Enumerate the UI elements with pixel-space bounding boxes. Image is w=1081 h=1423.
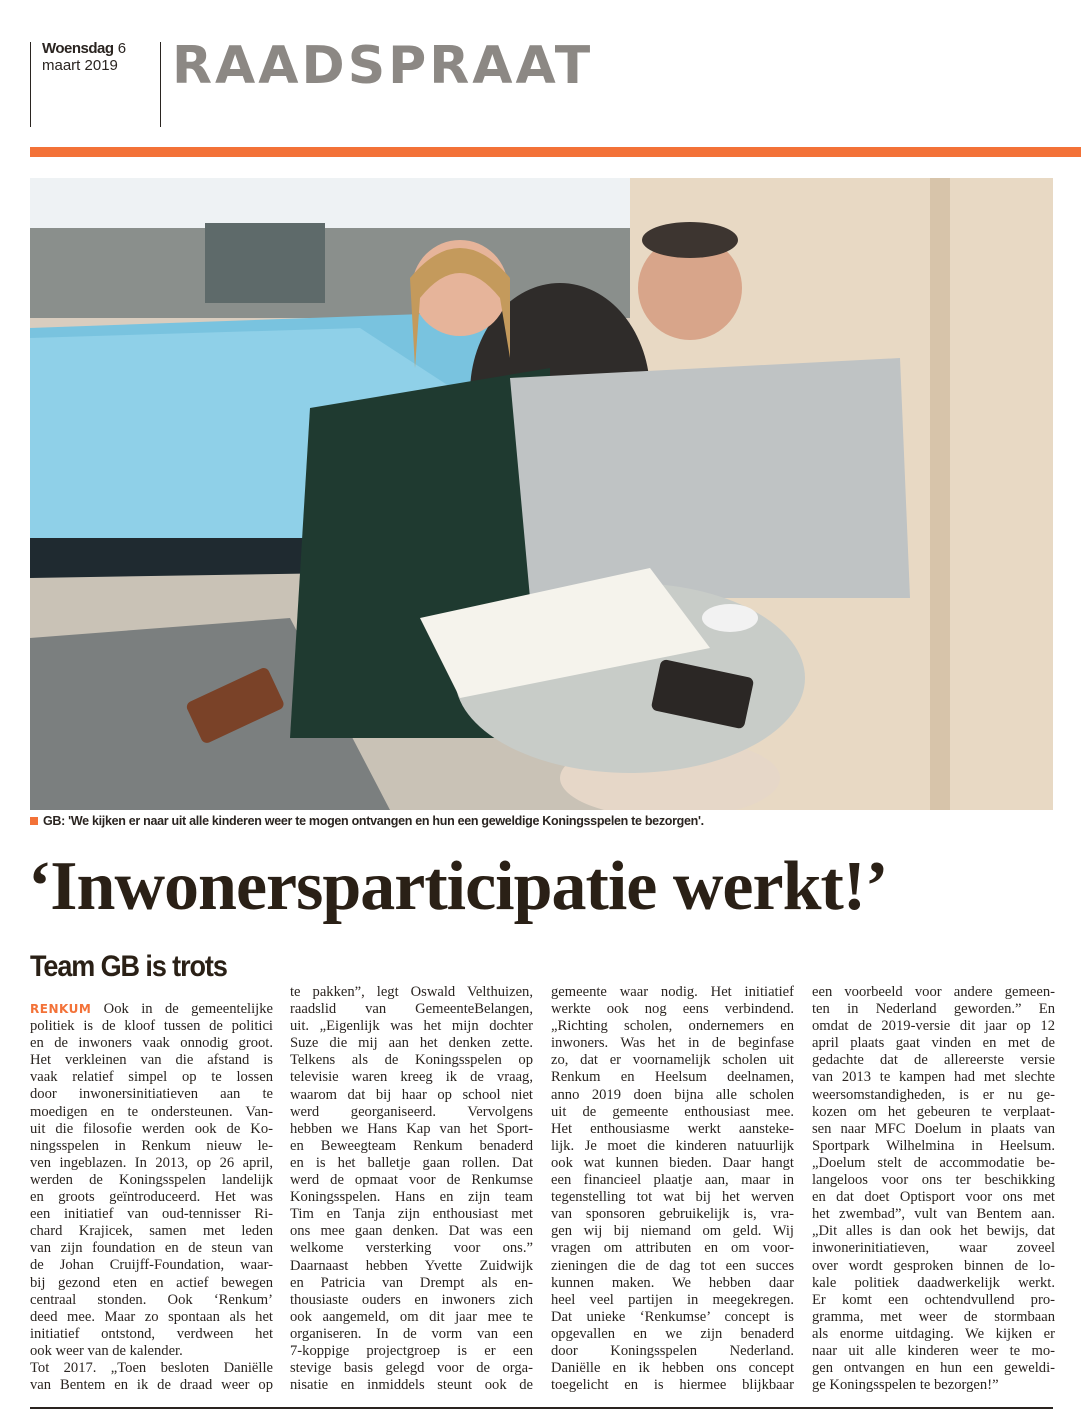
section-title: RAADSPRAAT (172, 36, 594, 96)
article-text-line: en dat doet Optisport voor ons met (812, 1189, 1055, 1206)
article-text-line: centraal stonden. Ook ‘Renkum’ (30, 1291, 273, 1308)
article-text-line: thousiaste ouders en inwoners zich (290, 1291, 533, 1308)
article-text-line: door Koningsspelen Nederland. (551, 1342, 794, 1359)
article-headline: ‘Inwonersparticipatie werkt!’ (28, 848, 888, 925)
article-text-line: gen ontvangen en hun een geweldi- (812, 1360, 1055, 1377)
article-text-line: werkte ook nog eens verbindend. (551, 1001, 794, 1018)
article-text-line: uit. „Eigenlijk was het mijn dochter (290, 1018, 533, 1035)
article-text-line: werd georganiseerd. Vervolgens (290, 1103, 533, 1120)
article-text-line: organiseren. In de vorm van een (290, 1325, 533, 1342)
article-text-line (30, 1001, 273, 1018)
article-text-line: een voorbeeld voor andere gemeen- (812, 984, 1055, 1000)
article-text-line: naar uit alle kinderen weer te mo- (812, 1342, 1055, 1359)
article-text-line: ook aangemeld, om dit jaar mee te (290, 1308, 533, 1325)
article-text-line: weersomstandigheden, is er nu ge- (812, 1086, 1055, 1103)
article-text-line: langeloos voor ons ter beschikking (812, 1172, 1055, 1189)
article-text-line: ge Koningsspelen te bezorgen!” (812, 1377, 999, 1394)
article-text-line: van zijn foundation en de steun van (30, 1240, 273, 1257)
article-text-line: kozen om het gebeuren te verplaat- (812, 1103, 1055, 1120)
article-text-line: Daarnaast hebben Yvette Zuidwijk (290, 1257, 533, 1274)
article-text-line: ook wat kunnen bieden. Daar hangt (551, 1154, 794, 1171)
article-text-line: april plaats gaat vinden en met de (812, 1035, 1055, 1052)
article-text-line: gen wij bij niemand om geld. Wij (551, 1223, 794, 1240)
article-column-1 (30, 1001, 273, 1394)
article-text-line: een financieel plaatje aan, maar in (551, 1172, 794, 1189)
article-text-line: initiatief ontstond, verdween het (30, 1325, 273, 1342)
article-text-line: Er komt een ochtendvullend pro- (812, 1291, 1055, 1308)
article-text-line: vragen om attributen en om voor- (551, 1240, 794, 1257)
article-text-line: van 2013 te kampen had met slechte (812, 1069, 1055, 1086)
article-text-line: werd de opmaat voor de Renkumse (290, 1172, 533, 1189)
article-text-line: Sportpark Wilhelmina in Heelsum. (812, 1137, 1055, 1154)
article-text-line: lijk. Je moet die kinderen natuurlijk (551, 1137, 794, 1154)
article-column-2 (290, 984, 533, 1394)
article-text-line: deed mee. Maar zo spontaan als het (30, 1308, 273, 1325)
article-text-line: door inwonersinitiatieven aan te (30, 1086, 273, 1103)
article-text-line: raadslid van GemeenteBelangen, (290, 1001, 533, 1018)
accent-bar (30, 147, 1081, 157)
article-text-line: moedigen en te ondersteunen. Van- (30, 1103, 273, 1120)
article-text-line: „Doelum stelt de accommodatie be- (812, 1154, 1055, 1171)
article-text-line: werden de Koningsspelen landelijk (30, 1171, 273, 1188)
article-text-line: Telkens als de Koningsspelen op (290, 1052, 533, 1069)
article-text-line: kunnen maken. We hebben daar (551, 1274, 794, 1291)
article-text-line: Tot 2017. „Toen besloten Daniëlle (30, 1359, 273, 1376)
article-text-line: heel veel partijen in meegekregen. (551, 1291, 794, 1308)
article-text-line: Koningsspelen. Hans en zijn team (290, 1189, 533, 1206)
date-divider-right (160, 42, 161, 127)
article-text-line: welkome versterking voor ons.” (290, 1240, 533, 1257)
article-column-4 (812, 984, 1055, 1394)
article-text-line: Daniëlle en ik hebben ons concept (551, 1360, 794, 1377)
article-text-line: zieningen die de dag tot een succes (551, 1257, 794, 1274)
article-text-line: ten in Nederland geworden.” En (812, 1001, 1055, 1018)
article-text: Ook in de gemeentelijke (91, 1001, 273, 1017)
article-text-line: Het verkleinen van die afstand is (30, 1052, 273, 1069)
article-text-line: tegenstelling tot wat bij het werven (551, 1189, 794, 1206)
article-column-3 (551, 984, 794, 1394)
photo-caption-text: GB: 'We kijken er naar uit alle kinderen weer te mogen ontvangen en hun een geweldige Koningsspelen te bezorgen'. (43, 814, 704, 828)
article-text-line: stevige basis gelegd voor de orga- (290, 1360, 533, 1377)
article-text-line: Tim en Tanja zijn enthousiast met (290, 1206, 533, 1223)
bottom-rule (30, 1407, 1053, 1409)
article-text-line: en Beweegteam Renkum benaderd (290, 1137, 533, 1154)
article-text-line: Suze die mij aan het denken zette. (290, 1035, 533, 1052)
article-text-line: en Patricia van Drempt als en- (290, 1274, 533, 1291)
article-text-line: „Dit alles is dan ook het bewijs, dat (812, 1223, 1055, 1240)
article-subhead: Team GB is trots (30, 950, 227, 983)
article-text-line: chard Krajicek, samen met leden (30, 1223, 273, 1240)
article-text-line: nisatie en inmiddels steunt ook de (290, 1377, 533, 1394)
issue-day: Woensdag (42, 40, 114, 57)
article-text-line: het zwembad”, vult van Bentem aan. (812, 1206, 1055, 1223)
article-text-line: en is het balletje gaan rollen. Dat (290, 1154, 533, 1171)
article-photo (30, 178, 1053, 810)
article-text-line: Renkum en Heelsum deelnamen, (551, 1069, 794, 1086)
article-text-line: „Richting scholen, ondernemers en (551, 1018, 794, 1035)
article-text-line: inwoners. Was het in de beginfase (551, 1035, 794, 1052)
date-divider-left (30, 42, 31, 127)
article-text-line: 7-koppige projectgroep is er een (290, 1342, 533, 1359)
article-text-line: een initiatief van oud-tennisser Ri- (30, 1206, 273, 1223)
issue-day-number: 6 (117, 40, 127, 57)
issue-date (42, 40, 126, 74)
article-text-line: ons mee gaan denken. Dat was een (290, 1223, 533, 1240)
article-text-line: bij gezond eten en actief bewegen (30, 1274, 273, 1291)
article-text-line: en de inwoners vaak onnodig groot. (30, 1035, 273, 1052)
article-text-line: televisie waren kreeg ik de vraag, (290, 1069, 533, 1086)
article-text-line: ningsspelen in Renkum nieuw le- (30, 1137, 273, 1154)
article-text-line: kale politiek daadwerkelijk werkt. (812, 1274, 1055, 1291)
article-text-line: gemeente waar nodig. Het initiatief (551, 984, 794, 1000)
article-text-line: hebben we Hans Kap van het Sport- (290, 1120, 533, 1137)
article-text-line: anno 2019 doen bijna alle scholen (551, 1086, 794, 1103)
article-text-line: van Bentem en ik de draad weer op (30, 1377, 273, 1394)
article-text-line: politiek is de kloof tussen de politici (30, 1018, 273, 1035)
article-text-line: gramma, met weer de stormbaan (812, 1308, 1055, 1325)
article-text-line: opgevallen en we zijn benaderd (551, 1325, 794, 1342)
article-text-line: gedachte dat de allereerste versie (812, 1052, 1055, 1069)
article-text-line: zo, dat er voornamelijk scholen uit (551, 1052, 794, 1069)
article-text-line: en groots geïntroduceerd. Het was (30, 1189, 273, 1206)
article-text-line: waarom dat bij haar op school niet (290, 1086, 533, 1103)
article-text-line: omdat de 2019-versie dit jaar op 12 (812, 1018, 1055, 1035)
article-text-line: als enorme uitdaging. We kijken er (812, 1325, 1055, 1342)
article-text-line: de Johan Cruijff-Foundation, waar- (30, 1257, 273, 1274)
article-kicker: RENKUM (30, 1002, 92, 1016)
article-text-line: ven ingeblazen. In 2013, op 26 april, (30, 1154, 273, 1171)
article-text-line: van sponsoren gebruikelijk is, vra- (551, 1206, 794, 1223)
photo-caption (30, 814, 704, 828)
article-text-line: te pakken”, legt Oswald Velthuizen, (290, 984, 533, 1000)
article-text-line: uit de gemeente enthousiast mee. (551, 1103, 794, 1120)
article-text-line: vaak relatief simpel op te lossen (30, 1069, 273, 1086)
article-text-line: uit die filosofie werden ook de Ko- (30, 1120, 273, 1137)
article-text-line: ook weer van de kalender. (30, 1342, 183, 1359)
photo-illustration (30, 178, 1053, 810)
article-text-line: Het enthousiasme werkt aansteke- (551, 1120, 794, 1137)
article-text-line: over wordt gesproken binnen de lo- (812, 1257, 1055, 1274)
issue-month-year: maart 2019 (42, 57, 118, 74)
article-text-line: sen naar MFC Doelum in plaats van (812, 1120, 1055, 1137)
article-text-line: toegelicht en is hiermee blijkbaar (551, 1377, 794, 1394)
caption-marker-icon (30, 817, 38, 825)
article-text-line: Dat unieke ‘Renkumse’ concept is (551, 1308, 794, 1325)
article-text-line: inwonerinitiatieven, waar zoveel (812, 1240, 1055, 1257)
